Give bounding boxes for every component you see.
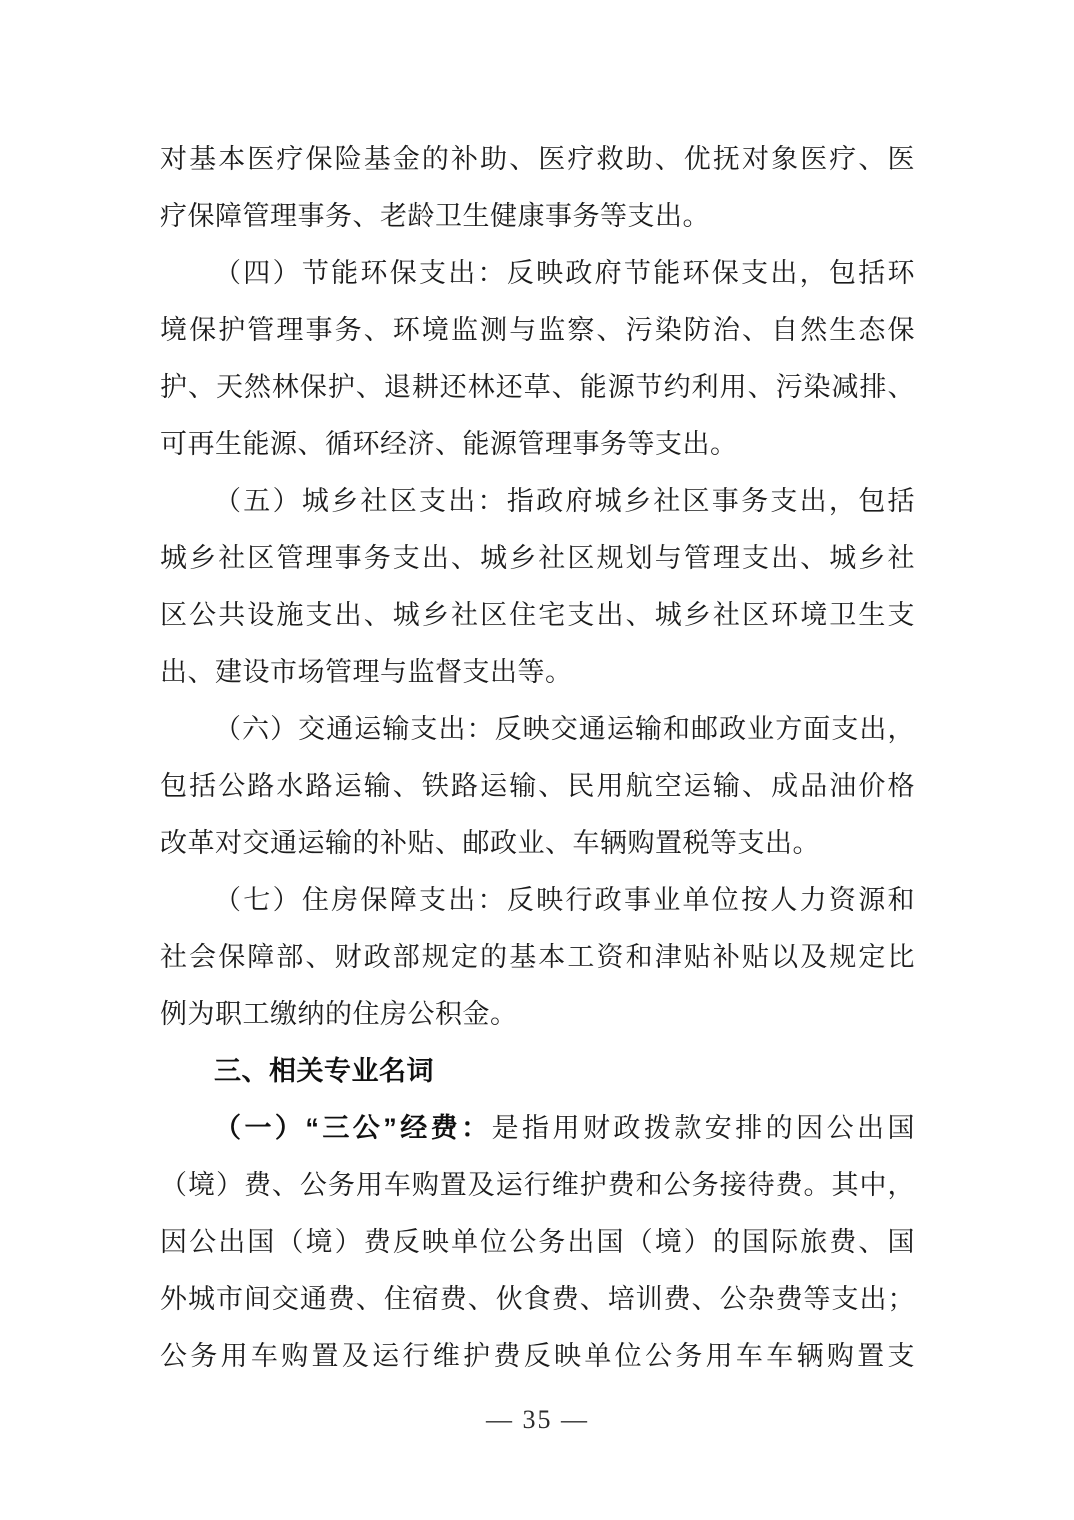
paragraph-housing-security: [160, 872, 915, 1043]
text-line: 对基本医疗保险基金的补助、医疗救助、优抚对象医疗、医: [160, 144, 915, 174]
paragraph-urban-rural-community: [160, 473, 915, 701]
text-line: 境保护管理事务、环境监测与监察、污染防治、自然生态保: [160, 315, 915, 345]
paragraph-energy-conservation: [160, 245, 915, 473]
page-number: — 35 —: [486, 1405, 589, 1434]
text-line: 因公出国（境）费反映单位公务出国（境）的国际旅费、国: [160, 1227, 915, 1257]
text-line: 公务用车购置及运行维护费反映单位公务用车车辆购置支: [160, 1341, 915, 1371]
text-line: （四）节能环保支出：反映政府节能环保支出，包括环: [214, 258, 915, 288]
text-line: 可再生能源、循环经济、能源管理事务等支出。: [160, 429, 738, 459]
paragraph-basic-medical-continuation: [160, 131, 915, 245]
text-line: 出、建设市场管理与监督支出等。: [160, 657, 573, 687]
text-line: 城乡社区管理事务支出、城乡社区规划与管理支出、城乡社: [160, 543, 915, 573]
section-heading-text: 三、相关专业名词: [214, 1056, 434, 1086]
text-line: 疗保障管理事务、老龄卫生健康事务等支出。: [160, 201, 710, 231]
document-body: [160, 131, 915, 1385]
text-line: 社会保障部、财政部规定的基本工资和津贴补贴以及规定比: [160, 942, 915, 972]
text-line: 外城市间交通费、住宿费、伙食费、培训费、公杂费等支出；: [160, 1284, 915, 1314]
text-line: 例为职工缴纳的住房公积金。: [160, 999, 518, 1029]
text-line: 改革对交通运输的补贴、邮政业、车辆购置税等支出。: [160, 828, 820, 858]
text-line: 包括公路水路运输、铁路运输、民用航空运输、成品油价格: [160, 771, 915, 801]
section-heading-terms: [160, 1043, 915, 1100]
paragraph-transportation: [160, 701, 915, 872]
paragraph-sangong-funds: [160, 1100, 915, 1385]
term-sangong-lead: （一）“三公”经费：: [214, 1113, 492, 1143]
text-line: （六）交通运输支出：反映交通运输和邮政业方面支出，: [214, 714, 915, 744]
text-run: 是指用财政拨款安排的因公出国: [491, 1113, 916, 1143]
text-line: （七）住房保障支出：反映行政事业单位按人力资源和: [214, 885, 915, 915]
text-line: 护、天然林保护、退耕还林还草、能源节约利用、污染减排、: [160, 372, 915, 402]
text-line: （五）城乡社区支出：指政府城乡社区事务支出，包括: [214, 486, 915, 516]
text-line: （境）费、公务用车购置及运行维护费和公务接待费。其中，: [160, 1170, 915, 1200]
text-line: [160, 1100, 915, 1157]
text-line: 区公共设施支出、城乡社区住宅支出、城乡社区环境卫生支: [160, 600, 915, 630]
